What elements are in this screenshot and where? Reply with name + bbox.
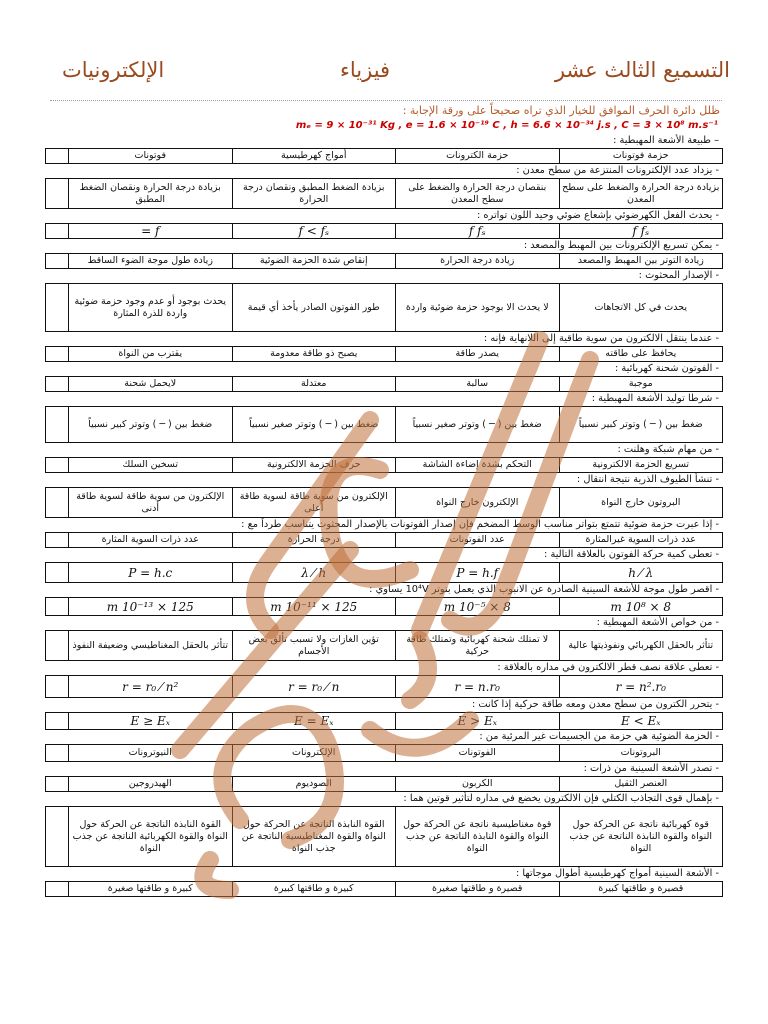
options-table [45,675,723,698]
answer-number-cell [46,347,69,362]
answer-option[interactable]: قوة مغناطيسية ناتجة عن الحركة حول النواة والقوة النابذة الناتجة عن جذب النواة [396,807,560,867]
answer-option[interactable]: القوة النابذة الناتجة عن الحركة حول النواة والقوة المغناطيسية الناتجة عن جذب النواة [232,807,396,867]
answer-option[interactable]: بزيادة درجة الحرارة ونقصان الضغط المطبق [69,179,233,209]
options-table [45,532,723,548]
answer-option[interactable]: f < fₛ [232,224,396,239]
options-table [45,562,723,583]
answer-number-cell [46,631,69,661]
question-text: - شرطا توليد الأشعة المهبطية : [591,393,719,404]
question-text: - يحدث الفعل الكهرضوئي بإشعاع ضوئي وحيد اللون تواتره : [476,210,719,221]
answer-option[interactable]: f = [69,224,233,239]
answer-option[interactable]: الهيدروجين [69,777,233,792]
answer-option[interactable]: الإلكترونات [232,745,396,762]
answer-option[interactable]: بزيادة الضغط المطبق ونقصان درجة الحرارة [232,179,396,209]
answer-option[interactable]: يحدث بوجود أو عدم وجود حزمة ضوئية واردة للذرة المثارة [69,284,233,332]
answer-number-cell [46,458,69,473]
options-table [45,253,723,269]
options-table [45,406,723,443]
answer-number-cell [46,488,69,518]
answer-option[interactable]: ضغط بين ( ─ ) وتوتر صغير نسبياً [396,407,560,443]
header-divider [50,100,722,101]
question-list [45,134,723,897]
options-table [45,806,723,867]
options-table [45,881,723,897]
answer-option[interactable]: العنصر الثقيل [559,777,723,792]
answer-option[interactable]: 125 × 10⁻¹³ m [69,598,233,616]
answer-option[interactable]: تتأثر بالحقل الكهربائي ونفوذيتها عالية [559,631,723,661]
options-table [45,376,723,392]
answer-option[interactable]: أمواج كهرطيسية [232,149,396,164]
answer-number-cell [46,598,69,616]
options-table [45,346,723,362]
question-text: - تعطى كمية حركة الفوتون بالعلاقة التالية : [544,549,719,560]
question-text: - الإصدار المحثوث : [638,270,719,281]
answer-number-cell [46,676,69,698]
header-subject: فيزياء [340,58,391,82]
answer-option[interactable]: E = Eₓ [232,713,396,730]
answer-option[interactable]: تسريع الحزمة الالكترونية [559,458,723,473]
answer-option[interactable]: زيادة درجة الحرارة [396,254,560,269]
options-table [45,178,723,209]
answer-option[interactable]: 8 × 10⁸ m [559,598,723,616]
answer-number-cell [46,533,69,548]
question-text: - إذا عبرت حزمة ضوئية تتمتع بتواتر مناسب الوسط المضخم فإن إصدار الفوتونات بالإصدار المحثوث يتناسب طرداً مع : [241,519,719,530]
answer-option[interactable]: عدد ذرات السوية المثارة [69,533,233,548]
answer-option[interactable]: درجة الحرارة [232,533,396,548]
answer-option[interactable]: r = r₀ ⁄ n² [69,676,233,698]
question-text: - يمكن تسريع الإلكترونات بين المهبط والمصعد : [523,240,719,251]
question-text: - يتحرر الكترون من سطح معدن ومعه طاقة حركية إذا كانت : [471,699,719,710]
answer-option[interactable]: P = h.f [396,563,560,583]
answer-option[interactable]: E > Eₓ [396,713,560,730]
answer-number-cell [46,563,69,583]
answer-option[interactable]: عدد ذرات السوية غيرالمثارة [559,533,723,548]
options-table [45,712,723,730]
answer-option[interactable]: عدد الفوتونات [396,533,560,548]
answer-option[interactable]: البروتون خارج النواة [559,488,723,518]
page-header [40,58,730,92]
answer-option[interactable]: طور الفوتون الصادر يأخذ أي قيمة [232,284,396,332]
answer-number-cell [46,149,69,164]
physical-constants: mₑ = 9 × 10⁻³¹ Kg , e = 1.6 × 10⁻¹⁹ C , h = 6.6 × 10⁻³⁴ j.s , C = 3 × 10⁸ m.s⁻¹ [295,120,718,131]
question-text: - يزداد عدد الإلكترونات المنتزعة من سطح معدن : [516,165,719,176]
answer-option[interactable]: زيادة طول موجة الضوء الساقط [69,254,233,269]
answer-option[interactable]: حزمة الكترونات [396,149,560,164]
answer-number-cell [46,284,69,332]
answer-option[interactable]: قصيرة و طاقتها كبيرة [559,882,723,897]
question-text: - بإهمال قوى التجاذب الكتلي فإن الالكترون يخضع في مداره لتأثير قوتين هما : [403,793,719,804]
answer-option[interactable]: يصدر طاقة [396,347,560,362]
answer-option[interactable]: ضغط بين ( ─ ) وتوتر صغير نسبياً [232,407,396,443]
options-table [45,630,723,661]
answer-number-cell [46,179,69,209]
answer-option[interactable]: الإلكترون خارج النواة [396,488,560,518]
options-table [45,457,723,473]
answer-option[interactable]: الإلكترون من سوية طاقة لسوية طاقة أعلى [232,488,396,518]
header-unit: الإلكترونيات [62,58,165,82]
answer-option[interactable]: f fₛ [396,224,560,239]
answer-option[interactable]: الصوديوم [232,777,396,792]
answer-option[interactable]: يصبح ذو طاقة معدومة [232,347,396,362]
answer-option[interactable]: يقترب من النواة [69,347,233,362]
answer-number-cell [46,882,69,897]
answer-option[interactable]: قصيرة و طاقتها صغيرة [396,882,560,897]
answer-number-cell [46,745,69,762]
question-text: - من مهام شبكة وهلنت : [617,444,719,455]
answer-option[interactable]: لا تمتلك شحنة كهربائية وتمتلك طاقة حركية [396,631,560,661]
question-text: – طبيعة الأشعة المهبطية : [613,135,719,146]
options-table [45,148,723,164]
answer-option[interactable]: زيادة التوتر بين المهبط والمصعد [559,254,723,269]
answer-option[interactable]: 125 × 10⁻¹¹ m [232,598,396,616]
answer-option[interactable]: معتدلة [232,377,396,392]
question-text: - عندما ينتقل الالكترون من سوية طاقية إلى اللانهاية فإنه : [483,333,719,344]
options-table [45,744,723,762]
question-text: - الفوتون شحنة كهربائية : [615,363,719,374]
answer-option[interactable]: الإلكترون من سوية طاقة لسوية طاقة أدنى [69,488,233,518]
answer-option[interactable]: E ≥ Eₓ [69,713,233,730]
answer-number-cell [46,407,69,443]
answer-option[interactable]: h ⁄ λ [559,563,723,583]
answer-option[interactable]: حرف الحزمة الالكترونية [232,458,396,473]
answer-option[interactable]: r = n.r₀ [396,676,560,698]
answer-option[interactable]: تؤين الغازات ولا تسبب تألق بعض الأجسام [232,631,396,661]
options-table [45,223,723,239]
answer-option[interactable]: سالبة [396,377,560,392]
answer-option[interactable]: الكربون [396,777,560,792]
answer-option[interactable]: r = r₀ ⁄ n [232,676,396,698]
question-text: - اقصر طول موجة للأشعة السينية الصادرة عن الانبوب الذي يعمل بتوتر 10⁴V يساوي : [369,584,719,595]
question-text: - تعطى علاقة نصف قطر الالكترون في مداره بالعلاقة : [497,662,719,673]
answer-number-cell [46,807,69,867]
answer-option[interactable]: إنقاص شدة الحزمة الضوئية [232,254,396,269]
answer-option[interactable]: التحكم بشدة إضاءة الشاشة [396,458,560,473]
answer-option[interactable]: حزمة فوتونات [559,149,723,164]
answer-option[interactable]: تتأثر بالحقل المغناطيسي وضعيفة النفوذ [69,631,233,661]
answer-number-cell [46,777,69,792]
answer-option[interactable]: ضغط بين ( ─ ) وتوتر كبير نسبياً [559,407,723,443]
answer-option[interactable]: موجبة [559,377,723,392]
answer-option[interactable]: كبيرة و طاقتها كبيرة [232,882,396,897]
options-table [45,597,723,616]
answer-option[interactable]: يحدث في كل الاتجاهات [559,284,723,332]
answer-option[interactable]: بزيادة درجة الحرارة والضغط على سطح المعدن [559,179,723,209]
answer-option[interactable]: P = h.c [69,563,233,583]
question-text: - الحزمة الضوئية هي حزمة من الجسيمات غير المرئية من : [479,731,719,742]
options-table [45,487,723,518]
answer-number-cell [46,224,69,239]
answer-option[interactable]: E < Eₓ [559,713,723,730]
answer-option[interactable]: r = n².r₀ [559,676,723,698]
answer-number-cell [46,254,69,269]
question-text: - تنشأ الطيوف الذرية نتيجة انتقال : [576,474,719,485]
answer-option[interactable]: بنقصان درجة الحرارة والضغط على سطح المعدن [396,179,560,209]
options-table [45,776,723,792]
answer-option[interactable]: لايحمل شحنة [69,377,233,392]
header-chapter: التسميع الثالث عشر [554,58,730,82]
answer-option[interactable]: القوة النابذة الناتجة عن الحركة حول النواة والقوة الكهربائية الناتجة عن جذب النواة [69,807,233,867]
answer-number-cell [46,377,69,392]
answer-option[interactable]: ضغط بين ( ─ ) وتوتر كبير نسبياً [69,407,233,443]
answer-option[interactable]: يحافظ على طاقته [559,347,723,362]
instructions: ظلل دائرة الحرف الموافق للخيار الذي تراه صحيحاً على ورقة الإجابة : [402,104,720,117]
answer-option[interactable]: 8 × 10⁻⁵ m [396,598,560,616]
answer-option[interactable]: لا يحدث الا بوجود حزمة ضوئية واردة [396,284,560,332]
answer-option[interactable]: تسخين السلك [69,458,233,473]
answer-option[interactable]: البروتونات [559,745,723,762]
options-table [45,283,723,332]
answer-option[interactable]: λ ⁄ h [232,563,396,583]
question-text: - تصدر الأشعة السينية من ذرات : [583,763,719,774]
answer-option[interactable]: كبيرة و طاقتها صغيرة [69,882,233,897]
answer-option[interactable]: f fₛ [559,224,723,239]
question-text: - الأشعة السينية أمواج كهرطيسية أطوال موجاتها : [515,868,719,879]
question-text: - من خواص الأشعة المهبطية : [596,617,719,628]
answer-option[interactable]: الفوتونات [396,745,560,762]
answer-option[interactable]: النيوترونات [69,745,233,762]
answer-option[interactable]: قوة كهربائية ناتجة عن الحركة حول النواة والقوة النابذة الناتجة عن جذب النواة [559,807,723,867]
answer-option[interactable]: فوتونات [69,149,233,164]
answer-number-cell [46,713,69,730]
